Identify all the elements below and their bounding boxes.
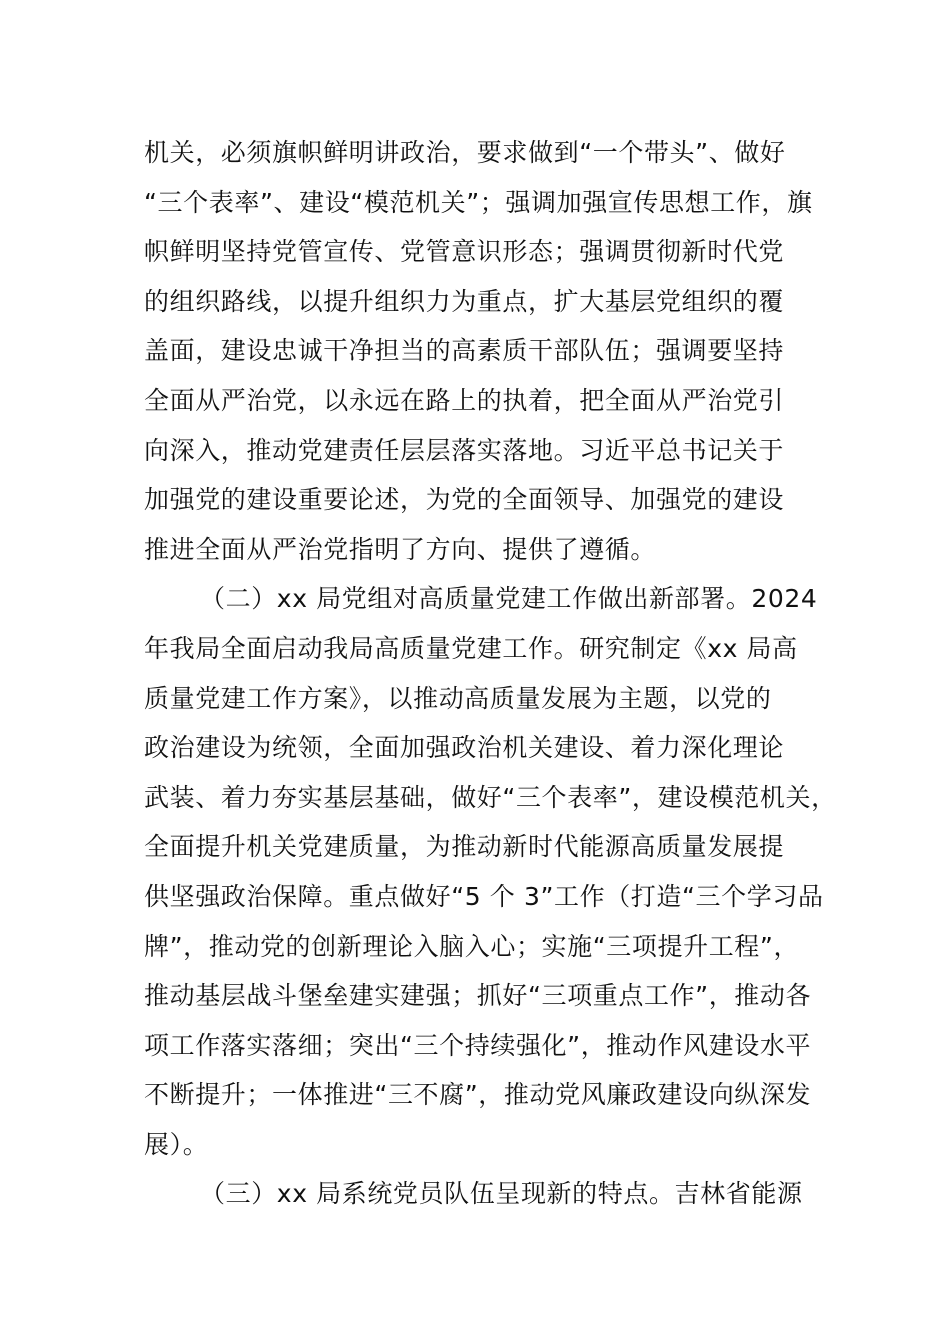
text-line: “三个表率”、建设“模范机关”；强调加强宣传思想工作，旗 [144,187,813,217]
text-line: 帜鲜明坚持党管宣传、党管意识形态；强调贯彻新时代党 [144,237,785,267]
text-line: 不断提升；一体推进“三不腐”，推动党风廉政建设向纵深发 [144,1080,812,1110]
document-body [144,128,837,1219]
text-line: 展）。 [144,1129,209,1159]
text-line: 机关，必须旗帜鲜明讲政治，要求做到“一个带头”、做好 [144,138,786,167]
paragraph [144,574,837,1169]
text-line: 全面从严治党，以永远在路上的执着，把全面从严治党引 [144,385,785,415]
text-line: 加强党的建设重要论述，为党的全面领导、加强党的建设 [144,485,785,515]
text-line: 质量党建工作方案》，以推动高质量发展为主题，以党的 [144,683,772,713]
text-line: 的组织路线，以提升组织力为重点，扩大基层党组织的覆 [144,286,785,316]
text-line: 盖面，建设忠诚干净担当的高素质干部队伍；强调要坚持 [144,336,785,366]
text-line: 供坚强政治保障。重点做好“5 个 3”工作（打造“三个学习品 [144,881,824,911]
text-line: 项工作落实落细；突出“三个持续强化”，推动作风建设水平 [144,1030,812,1060]
text-line: 推进全面从严治党指明了方向、提供了遵循。 [144,534,657,564]
text-line: （二）xx 局党组对高质量党建工作做出新部署。2024 [200,584,818,614]
text-line: 年我局全面启动我局高质量党建工作。研究制定《xx 局高 [144,633,798,663]
text-line: 武装、着力夯实基层基础，做好“三个表率”，建设模范机关， [144,782,837,812]
text-line: 向深入，推动党建责任层层落实落地。习近平总书记关于 [144,435,785,465]
text-line: 牌”，推动党的创新理论入脑入心；实施“三项提升工程”， [144,931,800,961]
text-line: 政治建设为统领，全面加强政治机关建设、着力深化理论 [144,733,785,763]
text-line: （三）xx 局系统党员队伍呈现新的特点。吉林省能源 [200,1179,803,1209]
paragraph [144,128,824,574]
text-line: 推动基层战斗堡垒建实建强；抓好“三项重点工作”，推动各 [144,981,812,1011]
text-line: 全面提升机关党建质量，为推动新时代能源高质量发展提 [144,832,785,862]
paragraph [144,1169,824,1219]
